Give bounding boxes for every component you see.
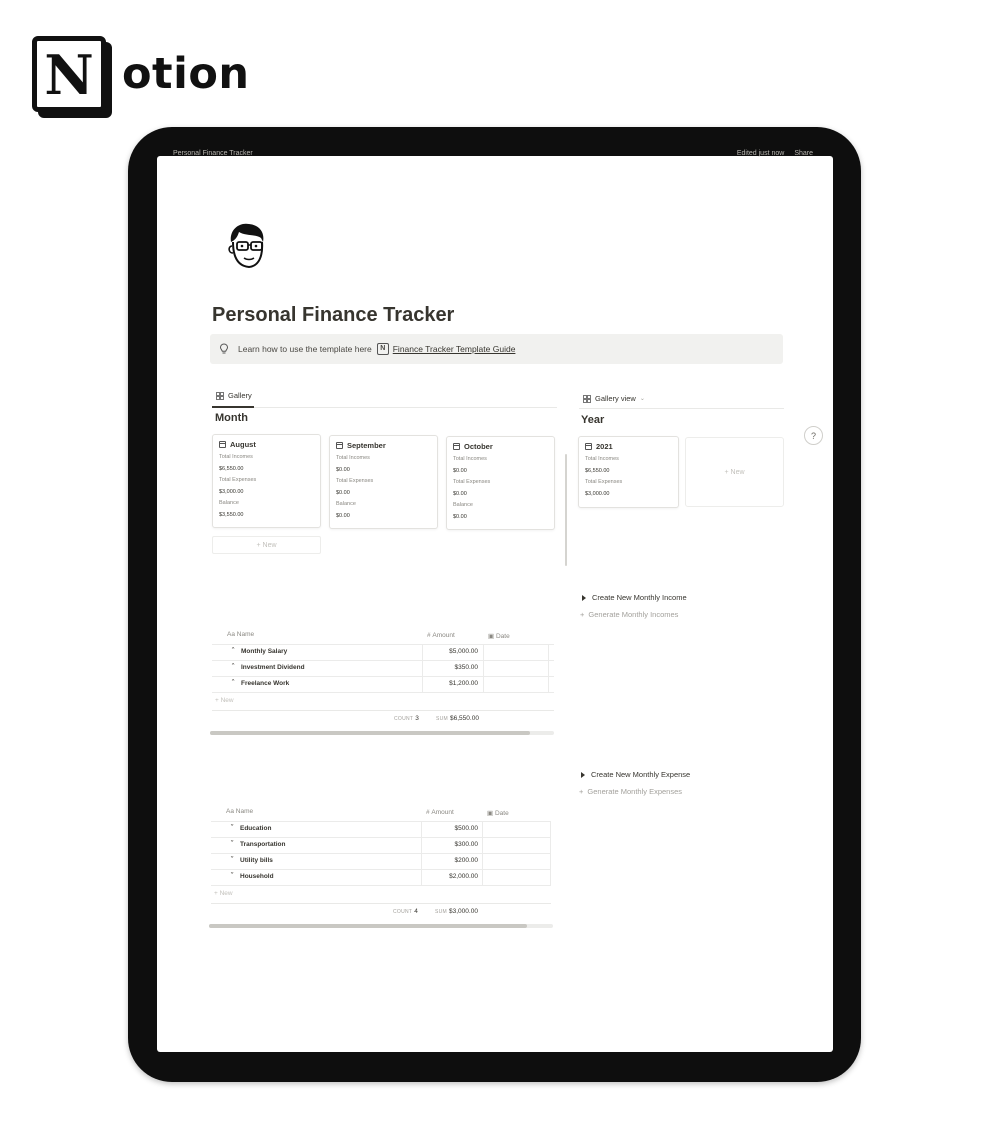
share-button[interactable]: Share (794, 150, 813, 157)
column-divider (550, 821, 551, 886)
card-label: Balance (336, 501, 356, 507)
chevron-up-icon[interactable]: ˆ (231, 648, 235, 655)
edited-status: Edited just now (736, 150, 785, 157)
column-divider (422, 644, 423, 693)
card-label: Balance (219, 500, 239, 506)
count-label: COUNT (393, 909, 413, 915)
calendar-icon (219, 441, 226, 448)
count-aggregate[interactable] (394, 715, 419, 722)
top-bar (157, 150, 833, 162)
row-amount: $5,000.00 (449, 648, 478, 655)
row-name: Transportation (240, 841, 286, 848)
table-row[interactable] (211, 869, 551, 886)
column-label: Name (236, 631, 255, 638)
topbar-actions (737, 150, 813, 157)
new-row-button[interactable]: + New (214, 890, 233, 897)
gallery-card-month[interactable] (446, 436, 555, 530)
count-value: 3 (415, 715, 419, 722)
card-label: Balance (453, 502, 473, 508)
chevron-down-icon[interactable]: ˇ (230, 857, 234, 864)
gallery-scrollbar[interactable] (565, 454, 567, 566)
page-icon-avatar[interactable] (223, 220, 271, 277)
new-month-button[interactable]: + New (212, 536, 321, 554)
row-name: Education (240, 825, 272, 832)
card-value: $0.00 (453, 513, 467, 520)
generate-label: Generate Monthly Expenses (587, 787, 683, 796)
column-header-date[interactable] (487, 809, 509, 817)
row-amount: $500.00 (454, 825, 478, 832)
table-divider (212, 710, 554, 711)
column-header-date[interactable] (488, 632, 510, 640)
row-amount: $350.00 (454, 664, 478, 671)
notion-logo-mark (32, 36, 106, 112)
logo-letter: N (44, 43, 94, 107)
new-year-card[interactable]: + New (685, 437, 784, 507)
calendar-icon (585, 443, 592, 450)
row-name: Monthly Salary (241, 648, 288, 655)
tab-divider (579, 408, 784, 409)
column-header-name[interactable] (227, 631, 254, 638)
number-type-icon: # (426, 809, 432, 816)
card-value: $3,000.00 (219, 488, 244, 495)
tab-label: Gallery view (595, 394, 636, 403)
new-label: New (730, 468, 745, 476)
guide-link[interactable]: Finance Tracker Template Guide (392, 344, 516, 354)
column-divider (483, 644, 484, 693)
card-title: August (230, 440, 256, 449)
notion-logo (32, 36, 250, 112)
callout (210, 334, 783, 364)
sum-aggregate[interactable] (436, 715, 479, 722)
tab-label: Gallery (228, 391, 252, 400)
toggle-label: Create New Monthly Income (592, 593, 687, 602)
generate-incomes-button[interactable] (580, 610, 678, 619)
table-row[interactable] (212, 676, 554, 693)
gallery-card-year[interactable] (578, 436, 679, 508)
gallery-card-month[interactable] (329, 435, 438, 529)
card-title: October (464, 442, 493, 451)
column-header-amount[interactable] (426, 809, 454, 816)
new-label: New (219, 890, 233, 897)
row-name: Investment Dividend (241, 664, 305, 671)
card-title: 2021 (596, 442, 613, 451)
column-divider (482, 821, 483, 886)
new-label: New (262, 541, 277, 549)
sum-value: $6,550.00 (450, 715, 479, 722)
row-amount: $300.00 (454, 841, 478, 848)
card-title: September (347, 441, 386, 450)
toggle-arrow-icon[interactable] (582, 595, 586, 601)
column-label: Name (235, 808, 254, 815)
row-name: Utility bills (240, 857, 273, 864)
table-row[interactable] (212, 660, 554, 676)
card-value: $3,550.00 (219, 511, 244, 518)
card-label: Total Incomes (219, 454, 253, 460)
sum-label: SUM (436, 716, 449, 722)
card-value: $0.00 (336, 512, 350, 519)
page-link-icon: N (377, 343, 389, 355)
card-value: $0.00 (336, 466, 350, 473)
count-label: COUNT (394, 716, 414, 722)
new-row-button[interactable]: + New (215, 697, 234, 704)
chevron-down-icon[interactable]: ˇ (230, 825, 234, 832)
chevron-up-icon[interactable]: ˆ (231, 664, 235, 671)
new-label: New (220, 697, 234, 704)
row-amount: $1,200.00 (449, 680, 478, 687)
chevron-up-icon[interactable]: ˆ (231, 680, 235, 687)
column-header-amount[interactable] (427, 632, 455, 639)
toggle-create-income[interactable] (582, 593, 687, 602)
column-label: Date (495, 633, 510, 640)
card-value: $0.00 (336, 489, 350, 496)
toggle-create-expense[interactable] (581, 770, 690, 779)
card-label: Total Incomes (336, 455, 370, 461)
month-heading: Month (215, 412, 248, 424)
plus-icon: + (579, 787, 584, 796)
generate-expenses-button[interactable] (579, 787, 682, 796)
year-heading: Year (581, 414, 605, 426)
column-label: Date (494, 810, 509, 817)
calendar-icon: ▣ (487, 810, 495, 817)
table-row[interactable] (212, 644, 554, 660)
callout-text: Learn how to use the template here (238, 344, 372, 354)
tab-year-gallery[interactable] (583, 394, 645, 403)
chevron-down-icon[interactable]: ˇ (230, 873, 234, 880)
help-button[interactable] (804, 426, 823, 445)
card-value: $0.00 (453, 467, 467, 474)
gallery-icon (583, 395, 591, 403)
help-label: ? (810, 430, 816, 441)
table-row[interactable] (211, 837, 551, 853)
card-label: Total Expenses (219, 477, 257, 483)
number-type-icon: # (427, 632, 433, 639)
breadcrumb[interactable]: Personal Finance Tracker (173, 150, 253, 157)
calendar-icon: ▣ (488, 633, 496, 640)
card-label: Total Expenses (585, 479, 623, 485)
chevron-down-icon[interactable]: ˇ (230, 841, 234, 848)
chevron-down-icon[interactable]: ⌄ (639, 396, 645, 402)
card-label: Total Expenses (453, 479, 491, 485)
count-value: 4 (414, 908, 418, 915)
generate-label: Generate Monthly Incomes (588, 610, 679, 619)
column-label: Amount (431, 809, 454, 816)
card-label: Total Incomes (453, 456, 487, 462)
plus-icon: + (580, 610, 585, 619)
page-title[interactable]: Personal Finance Tracker (212, 304, 455, 326)
column-divider (548, 644, 549, 693)
sum-label: SUM (435, 909, 448, 915)
sum-value: $3,000.00 (449, 908, 478, 915)
gallery-icon (216, 392, 224, 400)
card-value: $6,550.00 (585, 467, 610, 474)
count-aggregate[interactable] (393, 908, 418, 915)
table-divider (211, 903, 551, 904)
notion-page (157, 150, 833, 1052)
column-label: Amount (432, 632, 455, 639)
toggle-arrow-icon[interactable] (581, 772, 585, 778)
gallery-card-month[interactable] (212, 434, 321, 528)
sum-aggregate[interactable] (435, 908, 478, 915)
row-name: Freelance Work (241, 680, 290, 687)
row-amount: $200.00 (454, 857, 478, 864)
table-row[interactable] (211, 821, 551, 837)
tab-active-indicator (212, 406, 254, 408)
toggle-label: Create New Monthly Expense (591, 770, 691, 779)
row-name: Household (240, 873, 274, 880)
table-row[interactable] (211, 853, 551, 869)
text-type-icon: Aa (226, 808, 236, 815)
card-label: Total Expenses (336, 478, 374, 484)
table-horizontal-scrollbar[interactable] (210, 731, 554, 735)
column-header-name[interactable] (226, 808, 253, 815)
card-value: $3,000.00 (585, 490, 610, 497)
lightbulb-icon (218, 343, 230, 355)
calendar-icon (453, 443, 460, 450)
column-divider (421, 821, 422, 886)
tab-divider (212, 407, 557, 408)
table-horizontal-scrollbar[interactable] (209, 924, 553, 928)
tab-month-gallery[interactable] (216, 391, 252, 400)
scrollbar-thumb[interactable] (209, 924, 527, 928)
scrollbar-thumb[interactable] (210, 731, 530, 735)
card-value: $6,550.00 (219, 465, 244, 472)
row-amount: $2,000.00 (449, 873, 478, 880)
card-value: $0.00 (453, 490, 467, 497)
calendar-icon (336, 442, 343, 449)
logo-wordmark: otion (122, 49, 250, 99)
text-type-icon: Aa (227, 631, 237, 638)
card-label: Total Incomes (585, 456, 619, 462)
